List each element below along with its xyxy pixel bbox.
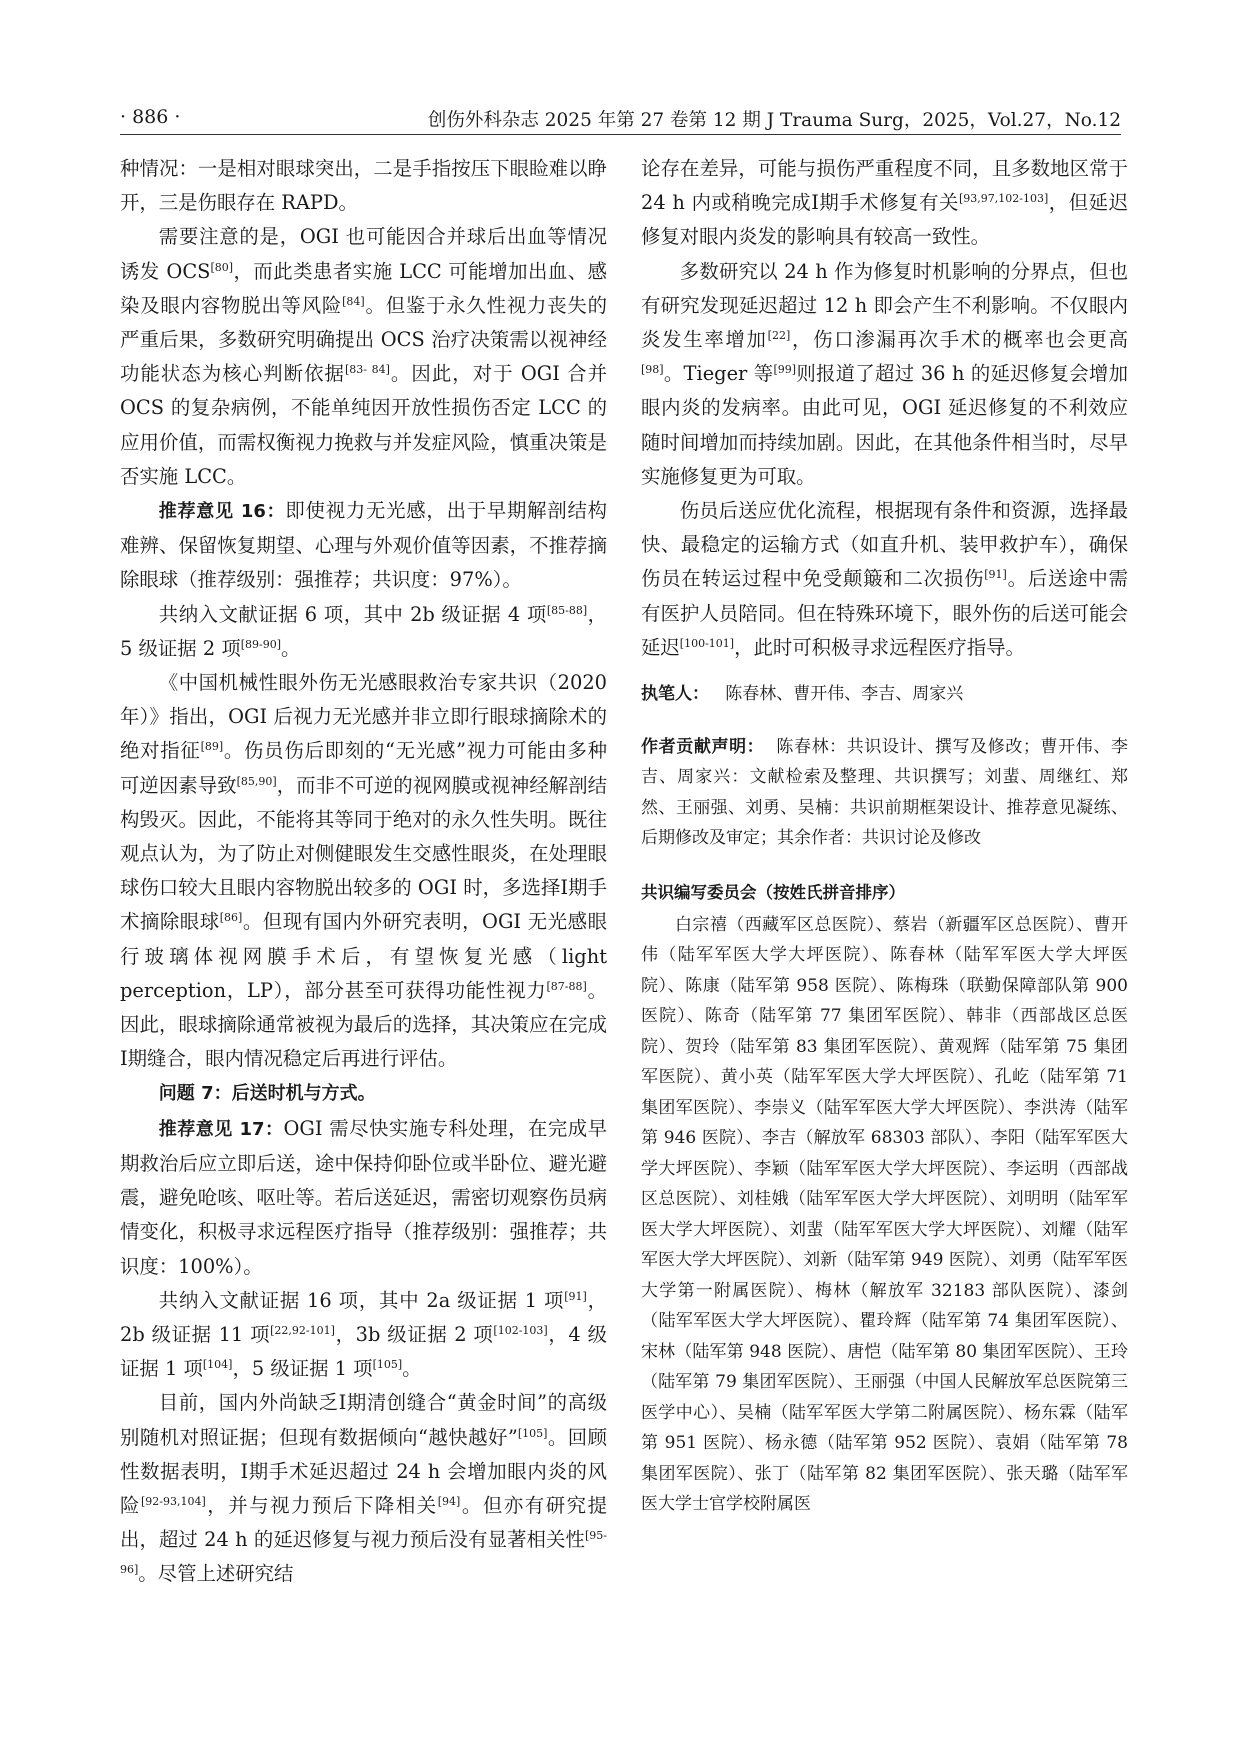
- citation: [80]: [210, 260, 234, 274]
- citation: [92-93,104]: [140, 1494, 206, 1508]
- contribution-statement: 作者贡献声明： 陈春林：共识设计、撰写及修改；曹开伟、李吉、周家兴：文献检索及整理、共识撰写；刘蜚、周继红、郑然、王丽强、刘勇、吴楠：共识前期框架设计、推荐意见凝练、后期修改及审定；其余作者：共识讨论及修改: [641, 736, 1128, 849]
- citation: [85,90]: [236, 774, 277, 788]
- paragraph: 需要注意的是，OGI 也可能因合并球后出血等情况诱发 OCS[80]，而此类患者实施 LCC 可能增加出血、感染及眼内容物脱出等风险[84]。但鉴于永久性视力丧失的严重后果，多数研究明确提出 OCS 治疗决策需以视神经功能状态为核心判断依据[83- 84]。因此，对于 OGI 合并 OCS 的复杂病例，不能单纯因开放性损伤否定 LCC 的应用价值，而需权衡视力挽救与并发症风险，慎重决策是否实施 LCC。: [120, 225, 607, 488]
- citation: [91]: [984, 568, 1007, 582]
- committee-list: 白宗禧（西藏军区总医院）、蔡岩（新疆军区总医院）、曹开伟（陆军军医大学大坪医院）、陈春林（陆军军医大学大坪医院）、陈康（陆军第 958 医院）、陈梅珠（联勤保障部队第 900 医院）、陈奇（陆军第 77 集团军医院）、韩非（西部战区总医院）、贺玲（陆军第 83 集团军医院）、黄观辉（陆军第 75 集团军医院）、黄小英（陆军军医大学大坪医院）、孔屹（陆军第 71 集团军医院）、李崇义（陆军军医大学大坪医院）、李洪涛（陆军第 946 医院）、李吉（解放军 68303 部队）、李阳（陆军军医大学大坪医院）、李颖（陆军军医大学大坪医院）、李运明（西部战区总医院）、刘桂娥（陆军军医大学大坪医院）、刘明明（陆军军医大学大坪医院）、刘蜚（陆军军医大学大坪医院）、刘耀（陆军军医大学大坪医院）、刘新（陆军第 949 医院）、刘勇（陆军军医大学第一附属医院）、梅林（解放军 32183 部队医院）、漆剑（陆军军医大学大坪医院）、瞿玲辉（陆军第 74 集团军医院）、宋林（陆军第 948 医院）、唐恺（陆军第 80 集团军医院）、王玲（陆军第 79 集团军医院）、王丽强（中国人民解放军总医院第三医学中心）、吴楠（陆军军医大学第二附属医院）、杨东霖（陆军第 951 医院）、杨永德（陆军第 952 医院）、袁娟（陆军第 78 集团军医院）、张丁（陆军第 82 集团军医院）、张天璐（陆军军医大学士官学校附属医: [641, 914, 1128, 1515]
- evidence-paragraph: 共纳入文献证据 6 项，其中 2b 级证据 4 项[85-88]，5 级证据 2 项[89-90]。: [120, 602, 607, 660]
- citation: [94]: [437, 1494, 461, 1508]
- citation: [95-96]: [120, 1529, 607, 1577]
- right-column: [641, 152, 1128, 1712]
- citation: [91]: [564, 1289, 587, 1303]
- citation: [105]: [517, 1426, 548, 1440]
- citation: [102-103]: [493, 1323, 548, 1337]
- journal-citation: 创伤外科杂志 2025 年第 27 卷第 12 期 J Trauma Surg，2025，Vol.27，No.12: [427, 110, 1121, 131]
- citation: [83- 84]: [345, 363, 390, 377]
- citation: [89]: [200, 740, 224, 754]
- evidence-paragraph: 共纳入文献证据 16 项，其中 2a 级证据 1 项[91]，2b 级证据 11 项[22,92-101]，3b 级证据 2 项[102-103]，4 级证据 1 项[104]，5 级证据 1 项[105]。: [120, 1288, 607, 1381]
- citation: [98]: [641, 363, 664, 377]
- paragraph: 论存在差异，可能与损伤严重程度不同，且多数地区常于 24 h 内或稍晚完成Ⅰ期手术修复有关[93,97,102-103]，但延迟修复对眼内炎发的影响具有较高一致性。: [641, 157, 1128, 249]
- writers-label: 执笔人：: [641, 684, 709, 705]
- citation: [104]: [202, 1358, 233, 1372]
- paragraph: 种情况：一是相对眼球突出，二是手指按压下眼睑难以睁开，三是伤眼存在 RAPD。: [120, 157, 607, 215]
- citation: [93,97,102-103]: [958, 192, 1049, 206]
- question-heading: 问题 7：后送时机与方式。: [158, 1083, 376, 1105]
- committee-heading: 共识编写委员会（按姓氏拼音排序）: [641, 882, 905, 902]
- recommendation-17: 推荐意见 17：OGI 需尽快实施专科处理，在完成早期救治后应立即后送，途中保持仰卧位或半卧位、避光避震，避免呛咳、呕吐等。若后送延迟，需密切观察伤员病情变化，积极寻求远程医疗指导（推荐级别：强推荐；共识度：100%）。: [120, 1116, 607, 1278]
- paragraph: 多数研究以 24 h 作为修复时机影响的分界点，但也有研究发现延迟超过 12 h 即会产生不利影响。不仅眼内炎发生率增加[22]，伤口渗漏再次手术的概率也会更高[98]。Tieger 等[99]则报道了超过 36 h 的延迟修复会增加眼内炎的发病率。由此可见，OGI 延迟修复的不利效应随时间增加而持续加剧。因此，在其他条件相当时，尽早实施修复更为可取。: [641, 259, 1128, 488]
- left-column: [120, 152, 607, 1712]
- citation: [105]: [372, 1358, 403, 1372]
- paragraph: 伤员后送应优化流程，根据现有条件和资源，选择最快、最稳定的运输方式（如直升机、装甲救护车），确保伤员在转运过程中免受颠簸和二次损伤[91]。后送途中需有医护人员陪同。但在特殊环境下，眼外伤的后送可能会延迟[100-101]，此时可积极寻求远程医疗指导。: [641, 499, 1128, 659]
- citation: [86]: [219, 911, 243, 925]
- recommendation-label: 推荐意见 16：: [158, 501, 286, 523]
- citation: [87-88]: [546, 979, 587, 993]
- citation: [84]: [342, 294, 365, 308]
- running-header: [120, 104, 1121, 135]
- contribution-label: 作者贡献声明：: [641, 736, 765, 757]
- paragraph: 目前，国内外尚缺乏Ⅰ期清创缝合“黄金时间”的高级别随机对照证据；但现有数据倾向“越快越好”[105]。回顾性数据表明，Ⅰ期手术延迟超过 24 h 会增加眼内炎的风险[92-93,104]，并与视力预后下降相关[94]。但亦有研究提出，超过 24 h 的延迟修复与视力预后没有显著相关性[95-96]。尽管上述研究结: [120, 1391, 607, 1586]
- paragraph: 《中国机械性眼外伤无光感眼救治专家共识（2020 年）》指出，OGI 后视力无光感并非立即行眼球摘除术的绝对指征[89]。伤员伤后即刻的“无光感”视力可能由多种可逆因素导致[85,90]，而非不可逆的视网膜或视神经解剖结构毁灭。因此，不能将其等同于绝对的永久性失明。既往观点认为，为了防止对侧健眼发生交感性眼炎，在处理眼球伤口较大且眼内容物脱出较多的 OGI 时，多选择Ⅰ期手术摘除眼球[86]。但现有国内外研究表明，OGI 无光感眼行玻璃体视网膜手术后，有望恢复光感（light perception，LP），部分甚至可获得功能性视力[87-88]。因此，眼球摘除通常被视为最后的选择，其决策应在完成Ⅰ期缝合，眼内情况稳定后再进行评估。: [120, 671, 607, 1071]
- recommendation-16: 推荐意见 16：即使视力无光感，出于早期解剖结构难辨、保留恢复期望、心理与外观价值等因素，不推荐摘除眼球（推荐级别：强推荐；共识度：97%）。: [120, 499, 607, 592]
- citation: [22,92-101]: [270, 1323, 335, 1337]
- citation: [100-101]: [679, 636, 735, 650]
- citation: [99]: [773, 363, 797, 377]
- citation: [89-90]: [240, 637, 282, 651]
- citation: [85-88]: [546, 603, 588, 617]
- recommendation-label: 推荐意见 17：: [158, 1118, 284, 1140]
- citation: [22]: [767, 329, 791, 343]
- writers-note: 执笔人： 陈春林、曹开伟、李吉、周家兴: [641, 684, 964, 705]
- page-number: · 886 ·: [120, 106, 181, 128]
